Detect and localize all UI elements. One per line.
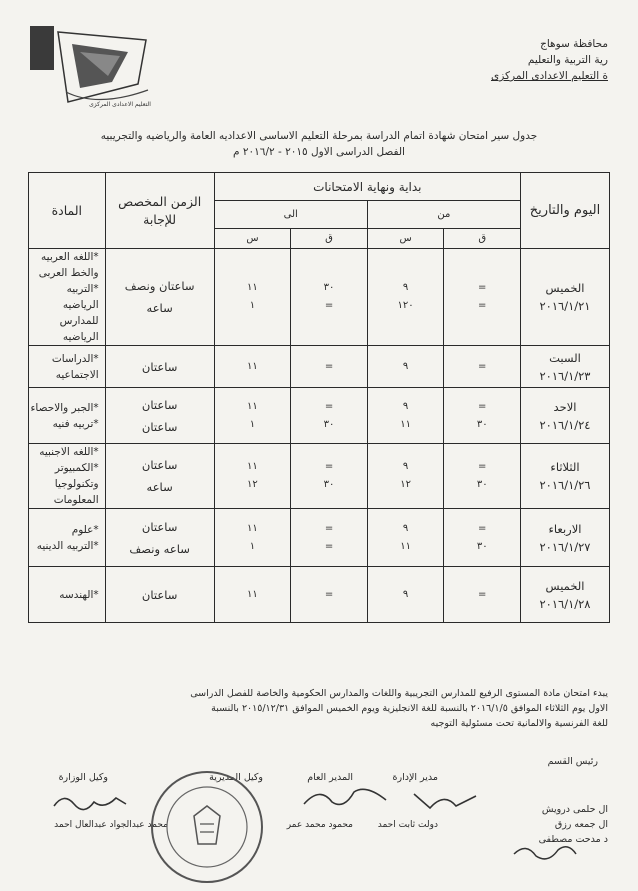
cell-duration — [105, 346, 214, 388]
directorate-logo — [28, 22, 158, 110]
to_hour-value: ١ — [249, 418, 256, 430]
exam-schedule-table — [28, 172, 610, 623]
from_min-value: = — [478, 400, 487, 412]
cell-day — [521, 444, 610, 509]
subject-line: *علوم — [71, 523, 99, 536]
cell-subject — [29, 249, 106, 346]
header-from-hour: س — [367, 229, 444, 249]
day-date: ٢٠١٦/١/٢٦ — [539, 478, 591, 492]
subject-line: *الدراسات الاجتماعيه — [51, 352, 99, 381]
from_min-value: = — [478, 282, 487, 293]
subject-line: *الكمبيوتر وتكنولوجيا — [54, 462, 99, 490]
department: ة التعليم الاعدادى المركزى — [491, 70, 608, 82]
header-subject: المادة — [29, 173, 106, 249]
subject-line: المعلومات — [53, 494, 99, 506]
header-to-min: ق — [291, 229, 368, 249]
name-idara: دولت ثابت احمد — [377, 820, 438, 830]
header-range: بداية ونهاية الامتحانات — [214, 173, 520, 201]
day-name: السبت — [549, 350, 581, 365]
cell-day — [521, 346, 610, 388]
from_hour-value: ١٢ — [400, 479, 411, 490]
from_min-value: ٣٠ — [476, 540, 488, 552]
from_min-value: = — [478, 300, 487, 311]
from_hour-value: ١١ — [400, 418, 411, 430]
notes-block — [40, 686, 608, 731]
from_min-value: = — [478, 360, 487, 372]
title-line-1: جدول سير امتحان شهادة اتمام الدراسة بمرحلة التعليم الاساسى الاعداديه العامة والرياضيه والتجريبيه — [100, 130, 538, 142]
cell-to-hour — [214, 444, 291, 509]
day-date: ٢٠١٦/١/٢٣ — [539, 368, 591, 383]
header-day: اليوم والتاريخ — [521, 173, 610, 249]
cell-duration — [105, 444, 214, 509]
cell-duration — [105, 509, 214, 567]
to_hour-value: ١١ — [247, 360, 258, 372]
name-aam: محمود محمد عمر — [286, 820, 353, 830]
to_hour-value: ١١ — [247, 588, 258, 600]
cell-to-hour — [214, 346, 291, 388]
from_min-value: ٣٠ — [476, 479, 488, 490]
cell-from-hour — [367, 388, 444, 444]
from_hour-value: ٩ — [402, 400, 409, 412]
cell-duration — [105, 249, 214, 346]
duration-value: ساعه ونصف — [129, 541, 190, 556]
from_hour-value: ٩ — [402, 522, 409, 534]
duration-value: ساعتان — [141, 587, 178, 602]
staff-3: د مدحت مصطفى — [538, 834, 608, 845]
to_hour-value: ١١ — [247, 400, 258, 412]
cell-subject — [29, 388, 106, 444]
day-date: ٢٠١٦/١/٢٤ — [539, 417, 591, 432]
cell-subject — [29, 346, 106, 388]
cell-duration — [105, 567, 214, 623]
to_hour-value: ١١ — [247, 461, 258, 472]
cell-from-hour — [367, 444, 444, 509]
from_min-value: = — [478, 461, 487, 472]
sig-title-aam: المدير العام — [307, 772, 353, 783]
subject-line: *التربيه الرياضيه للمدارس — [59, 283, 99, 327]
to_min-value: ٣٠ — [323, 479, 335, 490]
header-to: الى — [214, 201, 367, 229]
name-wizara: محمد عبدالجواد عبدالعال احمد — [54, 820, 168, 830]
subject-line: *الجبر والاحصاء — [30, 401, 99, 414]
table-row — [29, 388, 610, 444]
day-date: ٢٠١٦/١/٢١ — [539, 299, 591, 313]
from_hour-value: ٩ — [402, 282, 409, 293]
to_min-value: = — [324, 522, 334, 534]
subject-line: *اللغه الاجنبيه — [39, 446, 99, 458]
signature-scribble-idara — [410, 788, 480, 814]
cell-from-hour — [367, 346, 444, 388]
cell-to-min — [291, 509, 368, 567]
cell-to-min — [291, 346, 368, 388]
to_min-value: = — [324, 588, 334, 600]
subject-line: *التربيه الدينيه — [36, 539, 99, 552]
day-name: الاحد — [553, 399, 577, 414]
header-duration: الزمن المخصص للإجابة — [105, 173, 214, 249]
cell-to-min — [291, 388, 368, 444]
cell-duration — [105, 388, 214, 444]
official-stamp — [148, 768, 266, 886]
from_min-value: = — [478, 588, 487, 600]
table-row — [29, 346, 610, 388]
note-line-2: الاول يوم الثلاثاء الموافق ٢٠١٦/١/٥ بالنسبة للغة الانجليزية ويوم الخميس الموافق ٢٠١٥/١٢/٣١ بالنسبة — [211, 703, 608, 714]
signature-scribble-wizara — [50, 790, 130, 814]
cell-day — [521, 388, 610, 444]
cell-from-min — [444, 388, 521, 444]
sig-title-idara: مدير الإدارة — [392, 772, 438, 783]
to_min-value: ٣٠ — [323, 418, 335, 430]
from_min-value: = — [478, 522, 487, 534]
cell-to-hour — [214, 567, 291, 623]
table-row — [29, 444, 610, 509]
from_hour-value: ٩ — [402, 360, 409, 372]
cell-to-min — [291, 567, 368, 623]
duration-value: ساعتان — [141, 519, 178, 534]
note-line-1: يبدء امتحان مادة المستوى الرفيع للمدارس التجريبية واللغات والمدارس الحكومية والخاصة للفصل الدراسى — [190, 688, 608, 699]
to_min-value: = — [324, 461, 334, 472]
duration-value: ساعه — [146, 480, 173, 494]
from_hour-value: ٩ — [402, 588, 409, 600]
header-from: من — [367, 201, 520, 229]
cell-from-min — [444, 444, 521, 509]
to_hour-value: ١٢ — [247, 479, 258, 490]
to_min-value: = — [324, 540, 334, 552]
cell-subject — [29, 567, 106, 623]
day-name: الاربعاء — [548, 521, 582, 536]
to_hour-value: ١١ — [247, 282, 258, 293]
from_hour-value: ١٢٠ — [397, 300, 414, 311]
header-from-min: ق — [444, 229, 521, 249]
duration-value: ساعتان — [141, 419, 178, 434]
from_hour-value: ٩ — [402, 461, 409, 472]
cell-from-hour — [367, 249, 444, 346]
table-row — [29, 249, 610, 346]
cell-from-min — [444, 509, 521, 567]
table-row — [29, 509, 610, 567]
duration-value: ساعتان — [141, 458, 178, 472]
signature-names — [30, 820, 608, 836]
cell-from-hour — [367, 567, 444, 623]
day-name: الخميس — [545, 281, 585, 295]
day-name: الخميس — [545, 578, 585, 593]
head-of-section-label: رئيس القسم — [547, 756, 598, 767]
to_hour-value: ١ — [249, 300, 256, 311]
table-row — [29, 567, 610, 623]
governorate: محافظة سوهاج — [540, 38, 608, 50]
directorate: رية التربية والتعليم — [527, 54, 608, 66]
authority-header — [491, 36, 608, 84]
day-date: ٢٠١٦/١/٢٧ — [539, 539, 591, 554]
subject-line: *تربيه فنيه — [52, 417, 99, 430]
day-name: الثلاثاء — [550, 460, 580, 474]
cell-to-min — [291, 249, 368, 346]
cell-to-min — [291, 444, 368, 509]
to_min-value: = — [324, 400, 334, 412]
cell-to-hour — [214, 388, 291, 444]
cell-from-min — [444, 567, 521, 623]
day-date: ٢٠١٦/١/٢٨ — [539, 596, 591, 611]
subject-line: الرياضيه — [62, 331, 99, 343]
signature-scribble-staff — [510, 840, 580, 864]
duration-value: ساعه — [146, 301, 173, 315]
cell-from-hour — [367, 509, 444, 567]
cell-from-min — [444, 346, 521, 388]
to_min-value: = — [324, 300, 334, 311]
signature-scribble-aam — [300, 782, 390, 812]
cell-from-min — [444, 249, 521, 346]
duration-value: ساعتان — [141, 397, 178, 412]
subject-line: *الهندسه — [59, 588, 99, 601]
to_min-value: ٣٠ — [323, 282, 335, 293]
to_hour-value: ١١ — [247, 522, 258, 534]
staff-1: ال حلمى درويش — [541, 804, 608, 815]
cell-to-hour — [214, 249, 291, 346]
cell-day — [521, 567, 610, 623]
note-line-3: للغة الفرنسية والالمانية تحت مسئولية التوجيه — [430, 718, 608, 729]
title-line-2: الفصل الدراسى الاول ٢٠١٥ - ٢٠١٦/٢ م — [233, 146, 405, 158]
document-title — [40, 128, 598, 160]
svg-text:التعليم الاعدادى المركزى: التعليم الاعدادى المركزى — [89, 101, 151, 108]
header-to-hour: س — [214, 229, 291, 249]
duration-value: ساعتان — [141, 359, 178, 374]
staff-2: ال جمعه رزق — [554, 819, 608, 830]
cell-day — [521, 509, 610, 567]
cell-subject — [29, 444, 106, 509]
to_hour-value: ١ — [249, 540, 256, 552]
schedule-body — [29, 249, 610, 623]
subject-line: *اللغه العربيه والخط العربى — [38, 251, 99, 279]
cell-to-hour — [214, 509, 291, 567]
from_min-value: ٣٠ — [476, 418, 488, 430]
cell-subject — [29, 509, 106, 567]
cell-day — [521, 249, 610, 346]
sig-title-wakeel-mudiriya: وكيل المديرية — [209, 772, 263, 783]
to_min-value: = — [324, 360, 334, 372]
from_hour-value: ١١ — [400, 540, 411, 552]
duration-value: ساعتان ونصف — [124, 279, 195, 293]
sig-title-wakeel-wizara: وكيل الوزارة — [58, 772, 108, 783]
